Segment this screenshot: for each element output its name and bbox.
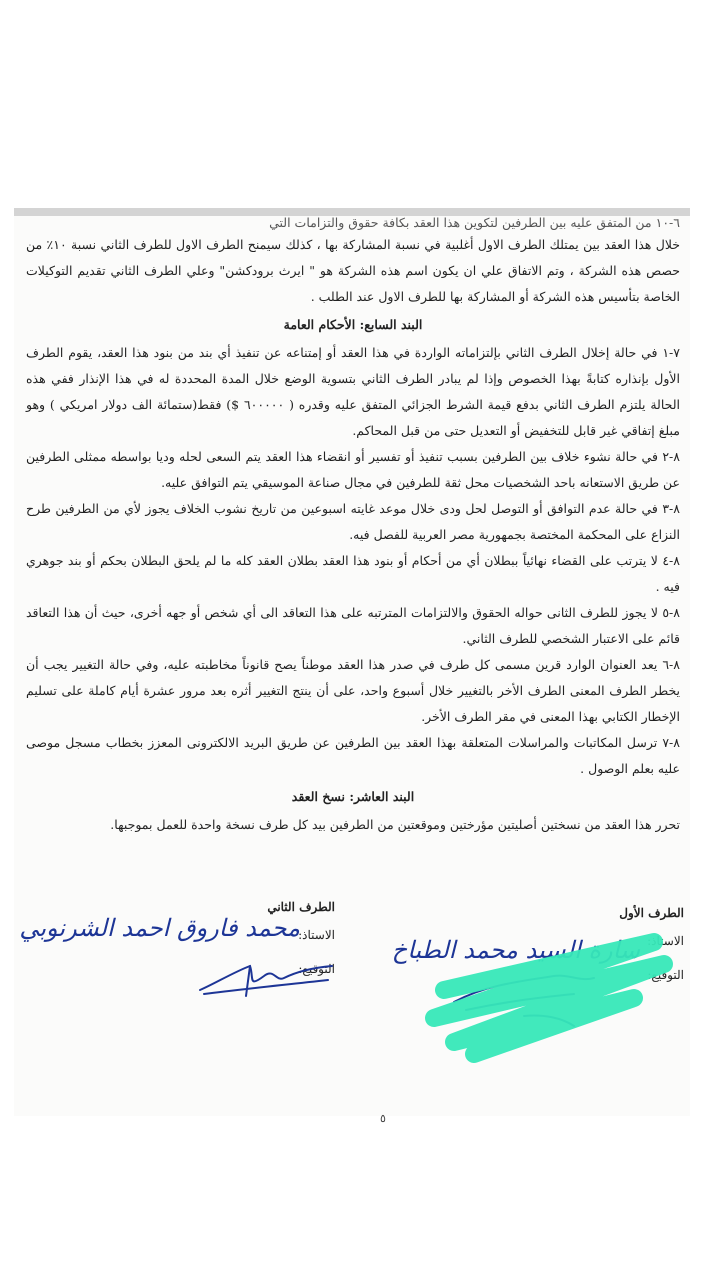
cut-off-line: ٦-١٠ من المتفق عليه بين الطرفين لتكوين هذا العقد بكافة حقوق والتزامات التي — [269, 215, 680, 230]
signature-block — [14, 900, 690, 1106]
clause-8-5: ٨-٥ لا يجوز للطرف الثانى حواله الحقوق والالتزامات المترتبه على هذا التعاقد الى أي شخص أو جهه أخرى، حيث أن هذا التعاقد قائم على الاعتبار الشخصي للطرف الثاني. — [26, 605, 680, 646]
clause-8-4: ٨-٤ لا يترتب على القضاء نهائياً ببطلان أي من أحكام أو بنود هذا العقد بطلان العقد كله ما لم يلحق البطلان بحكم أو بند جوهري فيه . — [26, 553, 680, 594]
clause-8-2: ٨-٢ في حالة نشوء خلاف بين الطرفين بسبب تنفيذ أو تفسير أو انقضاء هذا العقد يتم السعى لحله وديا بواسطه ممثلى الطرفين عن طريق الاستعانه باحد الشخصيات محل ثقة للطرفين في مجال صناعة الموسيقي يتم التوافق عليه. — [26, 449, 680, 490]
clause-8-3: ٨-٣ في حالة عدم التوافق أو التوصل لحل ودى خلال موعد غايته اسبوعين من تاريخ نشوب الخلاف يجوز لأي من الطرفين طرح النزاع على المحكمة المختصة بجمهورية مصر العربية للفصل فيه. — [26, 501, 680, 542]
second-party-name-label: الاستاذ: — [298, 928, 335, 942]
second-party-sign-label: التوقيع: — [298, 962, 335, 976]
second-party-title: الطرف الثاني — [267, 900, 335, 914]
clause-7-1: ٧-١ في حالة إخلال الطرف الثاني بإلتزاماته الواردة في هذا العقد أو إمتناعه عن تنفيذ أي بند من بنود هذا العقد، يقوم الطرف الأول بإنذاره كتابةً بهذا الخصوص وإذا لم يبادر الطرف الثاني بتسوية الوضع خلال المدة المحددة له في هذا الإنذار ففي هذه الحالة يلتزم الطرف الثاني بدفع قيمة الشرط الجزائي المتفق عليه وقدره ( ٦٠٠٠٠٠ $) فقط(ستمائة الف دولار امريكي ) وهو مبلغ إتفاقي غير قابل للتخفيض أو التعديل حتى من قبل المحاكم. — [26, 345, 681, 438]
heading-clause-10: البند العاشر: نسخ العقد — [291, 789, 415, 804]
page-number: ٥ — [380, 1112, 386, 1125]
heading-clause-7: البند السابع: الأحكام العامة — [283, 317, 423, 332]
second-party-handwritten-name: محمد فاروق احمد الشرنوبي — [19, 914, 300, 942]
highlighter-scribble — [434, 942, 664, 1054]
signature-marks — [14, 906, 690, 1106]
clause-8-6: ٨-٦ يعد العنوان الوارد قرين مسمى كل طرف في صدر هذا العقد موطناً يصح قانوناً مخاطبته عليه، وفي حالة التغيير يجب أن يخطر الطرف المعنى الطرف الأخر بالتغيير خلال أسبوع واحد، على أن ينتج التغيير أثره بعد مرور عشرة أيام كاملة على تسليم الإخطار الكتابي بهذا المعنى في مقر الطرف الأخر. — [26, 657, 680, 724]
first-party-handwritten-name: سارة السيد محمد الطباخ — [391, 936, 640, 964]
clause-8-7: ٨-٧ ترسل المكاتبات والمراسلات المتعلقة بهذا العقد بين الطرفين عن طريق البريد الالكترونى المعزز بخطاب مسجل موصى عليه بعلم الوصول . — [26, 735, 680, 776]
clause-10-text: تحرر هذا العقد من نسختين أصليتين مؤرختين وموقعتين من الطرفين بيد كل طرف نسخة واحدة للعمل بموجبها. — [110, 817, 680, 832]
contract-page — [14, 215, 690, 1125]
first-party-sign-label: التوقيع: — [647, 968, 684, 982]
contract-text — [14, 216, 690, 838]
second-party-signature — [200, 966, 332, 996]
clause-6-10: خلال هذا العقد بين يمتلك الطرف الاول أغلبية في نسبة المشاركة بها ، كذلك سيمنح الطرف الاول للطرف الثاني نسبة ١٠٪ من حصص هذه الشركة ، وتم الاتفاق علي ان يكون اسم هذه الشركة هو " ايرث برودكشن" وعلي الطرف الثاني تقديم التوكيلات الخاصة بتأسيس هذه الشركة أو المشاركة بها للطرف الاول عند الطلب . — [26, 237, 680, 304]
first-party-name-label: الاستاذ: — [647, 934, 684, 948]
first-party-title: الطرف الأول — [619, 906, 684, 920]
